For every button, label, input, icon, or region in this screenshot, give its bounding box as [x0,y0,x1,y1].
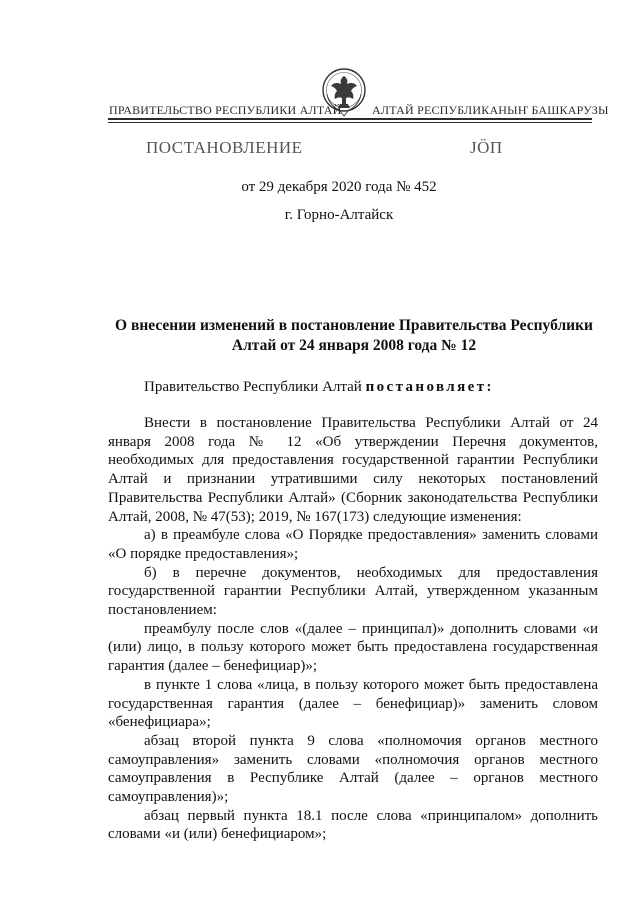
paragraph: Внести в постановление Правительства Республики Алтай от 24 января 2008 года № 12 «Об утверждении Перечня документов, необходимых для предоставления государственной гарантии Республики Алтай и признании утратившими силу некоторых постановлений Правительства Республики Алтай» (Сборник законодательства Республики Алтай, 2008, № 47(53); 2019, № 167(173) следующие изменения: [108,415,598,525]
paragraph: а) в преамбуле слова «О Порядке предоставления» заменить словами «О порядке предоставления»; [108,527,598,562]
decree-line [144,379,494,396]
document-title: О внесении изменений в постановление Правительства Республики Алтай от 24 января 2008 года № 12 [115,317,593,354]
document-date-number: от 29 декабря 2020 года № 452 [241,179,437,195]
header-rule-thick [108,118,592,120]
paragraph: абзац первый пункта 18.1 после слова «принципалом» дополнить словами «и (или) бенефициаром»; [108,807,598,843]
paragraph: в пункте 1 слова «лица, в пользу которого может быть предоставлена государственная гарантия (далее – бенефициар)» заменить словом «бенефициара»; [108,676,598,731]
header-right-text: АЛТАЙ РЕСПУБЛИКАНЫҤ БАШКАРУЗЫ [372,103,609,117]
document-body [108,414,598,844]
decree-verb: постановляет: [365,379,494,395]
paragraph: преамбулу после слов «(далее – принципал)» дополнить словами «и (или) лицо, в пользу которого может быть предоставлена государственная гарантия (далее – бенефициар)»; [108,620,598,675]
doc-type-label: ПОСТАНОВЛЕНИЕ [146,138,303,157]
decree-prefix: Правительство Республики Алтай [144,379,366,395]
doc-type-label-altai: JӦП [470,138,503,157]
paragraph: б) в перечне документов, необходимых для предоставления государственной гарантии Республики Алтай, утвержденном указанным постановлением: [108,564,598,619]
header-left-text: ПРАВИТЕЛЬСТВО РЕСПУБЛИКИ АЛТАЙ [109,103,342,117]
paragraph: абзац второй пункта 9 слова «полномочия органов местного самоуправления» заменить словами «полномочия органов местного самоуправления в Республике Алтай (далее – органов местного самоуправления)»; [108,732,598,806]
header-rule-thin [108,122,592,123]
document-place: г. Горно-Алтайск [284,207,394,223]
